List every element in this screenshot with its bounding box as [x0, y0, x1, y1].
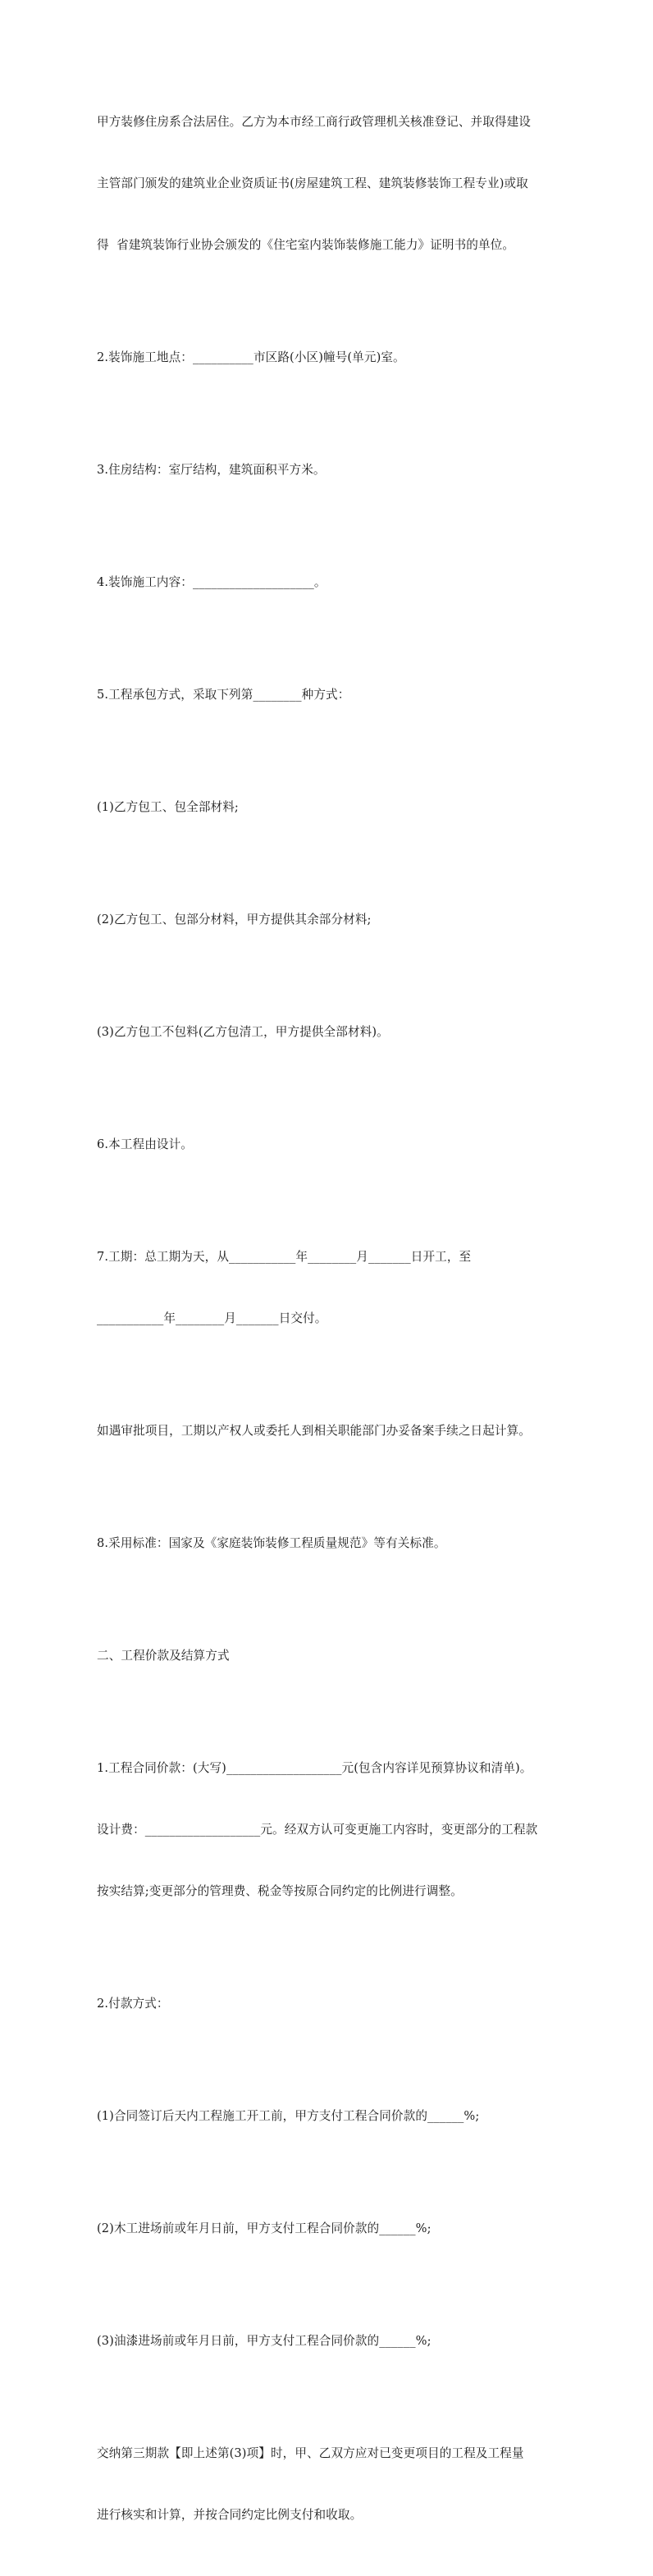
text-line: 进行核实和计算，并按合同约定比例支付和收取。	[97, 2508, 363, 2522]
text-line: (1)乙方包工、包全部材料;	[97, 800, 239, 814]
text-line: (3)油漆进场前或年月日前，甲方支付工程合同价款的______%;	[97, 2334, 432, 2348]
paragraph-standard	[97, 1492, 563, 1595]
paragraph-pay-1	[97, 2065, 563, 2167]
text-line: (2)木工进场前或年月日前，甲方支付工程合同价款的______%;	[97, 2221, 432, 2235]
text-line: 2.付款方式：	[97, 1997, 169, 2011]
text-line: 甲方装修住房系合法居住。乙方为本市经工商行政管理机关核准登记、并取得建设	[97, 115, 531, 129]
paragraph-structure	[97, 419, 563, 521]
text-line: 如遇审批项目，工期以产权人或委托人到相关职能部门办妥备案手续之日起计算。	[97, 1424, 531, 1438]
paragraph-pay-3	[97, 2290, 563, 2392]
text-line: 3.住房结构：室厅结构，建筑面积平方米。	[97, 463, 326, 477]
text-line: 设计费：___________________元。经双方认可变更施工内容时，变更部分的工程款	[97, 1823, 538, 1837]
text-line: 主管部门颁发的建筑业企业资质证书(房屋建筑工程、建筑装修装饰工程专业)或取	[97, 176, 528, 190]
text-line: 5.工程承包方式，采取下列第________种方式：	[97, 688, 350, 702]
paragraph-third-payment	[97, 2402, 563, 2566]
text-line: (2)乙方包工、包部分材料，甲方提供其余部分材料;	[97, 913, 372, 927]
text-line: 得 省建筑装饰行业协会颁发的《住宅室内装饰装修施工能力》证明书的单位。	[97, 238, 515, 252]
text-line: 4.装饰施工内容：____________________。	[97, 575, 326, 589]
text-line: 2.装饰施工地点：__________市区路(小区)幢号(单元)室。	[97, 350, 405, 364]
paragraph-location	[97, 306, 563, 409]
text-line: 二、工程价款及结算方式	[97, 1649, 230, 1663]
text-line: (1)合同签订后天内工程施工开工前，甲方支付工程合同价款的______%;	[97, 2109, 480, 2123]
text-line: ___________年________月_______日交付。	[97, 1311, 327, 1325]
text-line: (3)乙方包工不包料(乙方包清工，甲方提供全部材料)。	[97, 1025, 389, 1039]
paragraph-content	[97, 531, 563, 634]
paragraph-price	[97, 1717, 563, 1942]
paragraph-design	[97, 1093, 563, 1196]
text-line: 交纳第三期款【即上述第(3)项】时，甲、乙双方应对已变更项目的工程及工程量	[97, 2446, 524, 2460]
section-heading-price	[97, 1604, 563, 1707]
text-line: 1.工程合同价款：(大写)___________________元(包含内容详见预算协议和清单)。	[97, 1761, 532, 1775]
paragraph-mode-1	[97, 756, 563, 858]
text-line: 8.采用标准：国家及《家庭装饰装修工程质量规范》等有关标准。	[97, 1536, 446, 1550]
paragraph-mode-2	[97, 868, 563, 971]
paragraph-approval	[97, 1380, 563, 1482]
paragraph-pay-2	[97, 2177, 563, 2280]
paragraph-intro	[97, 71, 563, 296]
paragraph-duration	[97, 1206, 563, 1370]
document-body	[97, 71, 563, 2576]
text-line: 7.工期：总工期为天，从___________年________月_______日开工，至	[97, 1250, 472, 1264]
text-line: 6.本工程由设计。	[97, 1137, 193, 1151]
text-line: 按实结算;变更部分的管理费、税金等按原合同约定的比例进行调整。	[97, 1884, 463, 1898]
paragraph-contract-mode	[97, 643, 563, 746]
paragraph-payment	[97, 1952, 563, 2055]
paragraph-mode-3	[97, 981, 563, 1083]
